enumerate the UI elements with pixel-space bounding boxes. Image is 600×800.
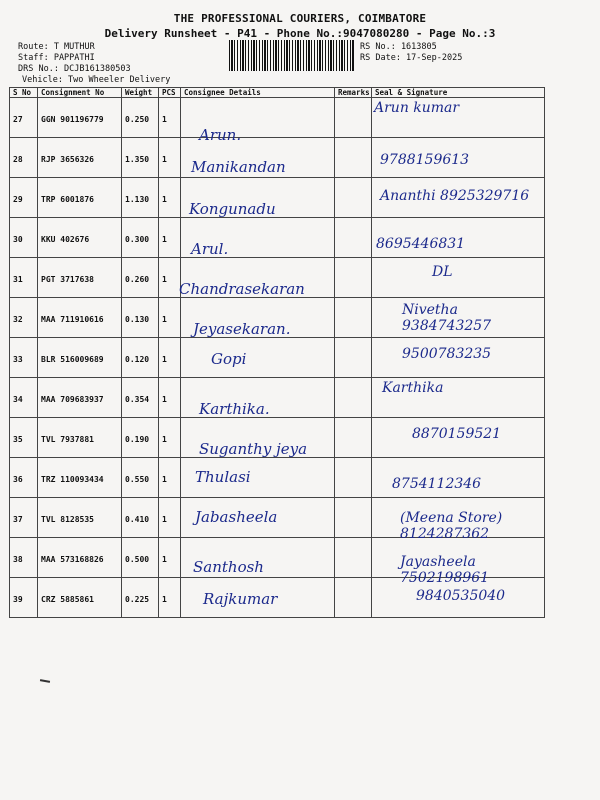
table-row	[10, 498, 545, 538]
remarks-cell	[335, 98, 372, 138]
consignee-cell	[181, 298, 335, 338]
table-row	[10, 458, 545, 498]
remarks-cell	[335, 458, 372, 498]
consignment-cell: MAA 573168826	[38, 538, 122, 578]
handwritten-signature: 9788159613	[380, 152, 470, 168]
weight-cell: 0.190	[122, 418, 159, 458]
consignee-cell	[181, 578, 335, 618]
sno-cell: 33	[10, 338, 38, 378]
handwritten-consignee: Kongunadu	[189, 200, 276, 218]
handwritten-consignee: Arul.	[191, 240, 229, 258]
handwritten-consignee: Jeyasekaran.	[193, 320, 291, 338]
sno-cell: 37	[10, 498, 38, 538]
handwritten-signature: (Meena Store) 8124287362	[400, 510, 503, 542]
consignment-cell: BLR 516009689	[38, 338, 122, 378]
sno-cell: 34	[10, 378, 38, 418]
consignee-cell	[181, 258, 335, 298]
handwritten-consignee: Gopi	[211, 350, 247, 368]
consignment-cell: GGN 901196779	[38, 98, 122, 138]
weight-cell: 0.120	[122, 338, 159, 378]
pcs-cell: 1	[159, 218, 181, 258]
consignment-cell: RJP 3656326	[38, 138, 122, 178]
col-consignee: Consignee Details	[181, 88, 335, 98]
signature-cell	[372, 138, 545, 178]
sno-cell: 28	[10, 138, 38, 178]
handwritten-signature: 9840535040	[416, 588, 506, 604]
handwritten-consignee: Arun.	[199, 126, 242, 144]
rs-info	[360, 42, 462, 64]
signature-cell	[372, 418, 545, 458]
consignment-cell: TVL 8128535	[38, 498, 122, 538]
consignee-cell	[181, 418, 335, 458]
col-remarks: Remarks	[335, 88, 372, 98]
weight-cell: 0.500	[122, 538, 159, 578]
remarks-cell	[335, 138, 372, 178]
handwritten-signature: 8870159521	[412, 426, 502, 442]
route: Route: T MUTHUR	[18, 42, 95, 52]
sno-cell: 30	[10, 218, 38, 258]
route-info	[18, 42, 170, 86]
signature-cell	[372, 538, 545, 586]
pcs-cell: 1	[159, 538, 181, 578]
col-consignment: Consignment No	[38, 88, 122, 98]
staff: Staff: PAPPATHI	[18, 53, 95, 63]
remarks-cell	[335, 338, 372, 378]
table-row	[10, 378, 545, 418]
handwritten-consignee: Karthika.	[199, 400, 270, 418]
signature-cell	[372, 498, 545, 542]
pcs-cell: 1	[159, 458, 181, 498]
sno-cell: 39	[10, 578, 38, 618]
barcode	[229, 40, 355, 71]
pen-mark	[40, 679, 50, 683]
handwritten-consignee: Santhosh	[193, 558, 264, 576]
weight-cell: 1.350	[122, 138, 159, 178]
handwritten-signature: Nivetha 9384743257	[402, 302, 492, 334]
signature-cell	[372, 578, 545, 618]
col-pcs: PCS	[159, 88, 181, 98]
table-row	[10, 418, 545, 458]
consignment-cell: CRZ 5885861	[38, 578, 122, 618]
weight-cell: 0.550	[122, 458, 159, 498]
consignee-cell	[181, 178, 335, 218]
pcs-cell: 1	[159, 418, 181, 458]
remarks-cell	[335, 418, 372, 458]
sno-cell: 35	[10, 418, 38, 458]
consignee-cell	[181, 538, 335, 578]
table-row	[10, 298, 545, 338]
weight-cell: 0.250	[122, 98, 159, 138]
consignee-cell	[181, 458, 335, 498]
handwritten-consignee: Manikandan	[191, 158, 286, 176]
sno-cell: 32	[10, 298, 38, 338]
remarks-cell	[335, 298, 372, 338]
weight-cell: 0.300	[122, 218, 159, 258]
signature-cell	[372, 258, 545, 298]
pcs-cell: 1	[159, 338, 181, 378]
weight-cell: 0.130	[122, 298, 159, 338]
weight-cell: 0.410	[122, 498, 159, 538]
table-row	[10, 138, 545, 178]
table-header	[10, 88, 545, 98]
table-row	[10, 178, 545, 218]
signature-cell	[372, 98, 545, 138]
weight-cell: 1.130	[122, 178, 159, 218]
consignee-cell	[181, 338, 335, 378]
table-row	[10, 338, 545, 378]
handwritten-consignee: Chandrasekaran	[179, 280, 305, 298]
sno-cell: 36	[10, 458, 38, 498]
col-sno: S No	[10, 88, 38, 98]
handwritten-consignee: Rajkumar	[203, 590, 278, 608]
pcs-cell: 1	[159, 298, 181, 338]
weight-cell: 0.354	[122, 378, 159, 418]
consignment-cell: TRZ 110093434	[38, 458, 122, 498]
sno-cell: 27	[10, 98, 38, 138]
signature-cell	[372, 338, 545, 378]
sno-cell: 38	[10, 538, 38, 578]
vehicle: Vehicle: Two Wheeler Delivery	[22, 75, 171, 85]
pcs-cell: 1	[159, 138, 181, 178]
drs-number: DRS No.: DCJB161380503	[18, 64, 131, 74]
table-row	[10, 578, 545, 618]
col-signature: Seal & Signature	[372, 88, 545, 98]
remarks-cell	[335, 578, 372, 618]
handwritten-signature: Jayasheela 7502198961	[400, 554, 490, 586]
remarks-cell	[335, 258, 372, 298]
consignee-cell	[181, 138, 335, 178]
consignment-cell: TRP 6001876	[38, 178, 122, 218]
rs-number: RS No.: 1613805	[360, 42, 437, 52]
consignee-cell	[181, 498, 335, 538]
handwritten-signature: 9500783235	[402, 346, 492, 362]
handwritten-consignee: Suganthy jeya	[199, 440, 308, 458]
pcs-cell: 1	[159, 378, 181, 418]
remarks-cell	[335, 178, 372, 218]
sno-cell: 31	[10, 258, 38, 298]
remarks-cell	[335, 378, 372, 418]
company-title: THE PROFESSIONAL COURIERS, COIMBATORE	[173, 12, 427, 25]
weight-cell: 0.225	[122, 578, 159, 618]
remarks-cell	[335, 538, 372, 578]
sno-cell: 29	[10, 178, 38, 218]
remarks-cell	[335, 218, 372, 258]
consignee-cell	[181, 378, 335, 418]
pcs-cell: 1	[159, 258, 181, 298]
pcs-cell: 1	[159, 578, 181, 618]
handwritten-signature: Ananthi 8925329716	[380, 188, 530, 204]
table-row	[10, 98, 545, 138]
signature-cell	[372, 378, 545, 418]
table-row	[10, 258, 545, 298]
col-weight: Weight	[122, 88, 159, 98]
pcs-cell: 1	[159, 98, 181, 138]
signature-cell	[372, 298, 545, 338]
handwritten-signature: 8754112346	[392, 476, 482, 492]
consignment-cell: PGT 3717638	[38, 258, 122, 298]
remarks-cell	[335, 498, 372, 538]
runsheet-table	[9, 87, 545, 618]
handwritten-signature: Arun kumar	[374, 100, 460, 116]
handwritten-signature: DL	[432, 264, 453, 280]
signature-cell	[372, 218, 545, 258]
rs-date: RS Date: 17-Sep-2025	[360, 53, 463, 63]
runsheet-subtitle: Delivery Runsheet - P41 - Phone No.:9047080280 - Page No.:3	[104, 27, 496, 40]
handwritten-consignee: Jabasheela	[195, 508, 278, 526]
consignee-cell	[181, 218, 335, 258]
handwritten-signature: 8695446831	[376, 236, 466, 252]
signature-cell	[372, 178, 545, 218]
pcs-cell: 1	[159, 498, 181, 538]
consignment-cell: MAA 709683937	[38, 378, 122, 418]
consignment-cell: TVL 7937881	[38, 418, 122, 458]
handwritten-consignee: Thulasi	[195, 468, 251, 486]
handwritten-signature: Karthika	[382, 380, 444, 396]
consignment-cell: KKU 402676	[38, 218, 122, 258]
consignment-cell: MAA 711910616	[38, 298, 122, 338]
weight-cell: 0.260	[122, 258, 159, 298]
signature-cell	[372, 458, 545, 498]
consignee-cell	[181, 98, 335, 144]
table-row	[10, 538, 545, 578]
pcs-cell: 1	[159, 178, 181, 218]
table-row	[10, 218, 545, 258]
